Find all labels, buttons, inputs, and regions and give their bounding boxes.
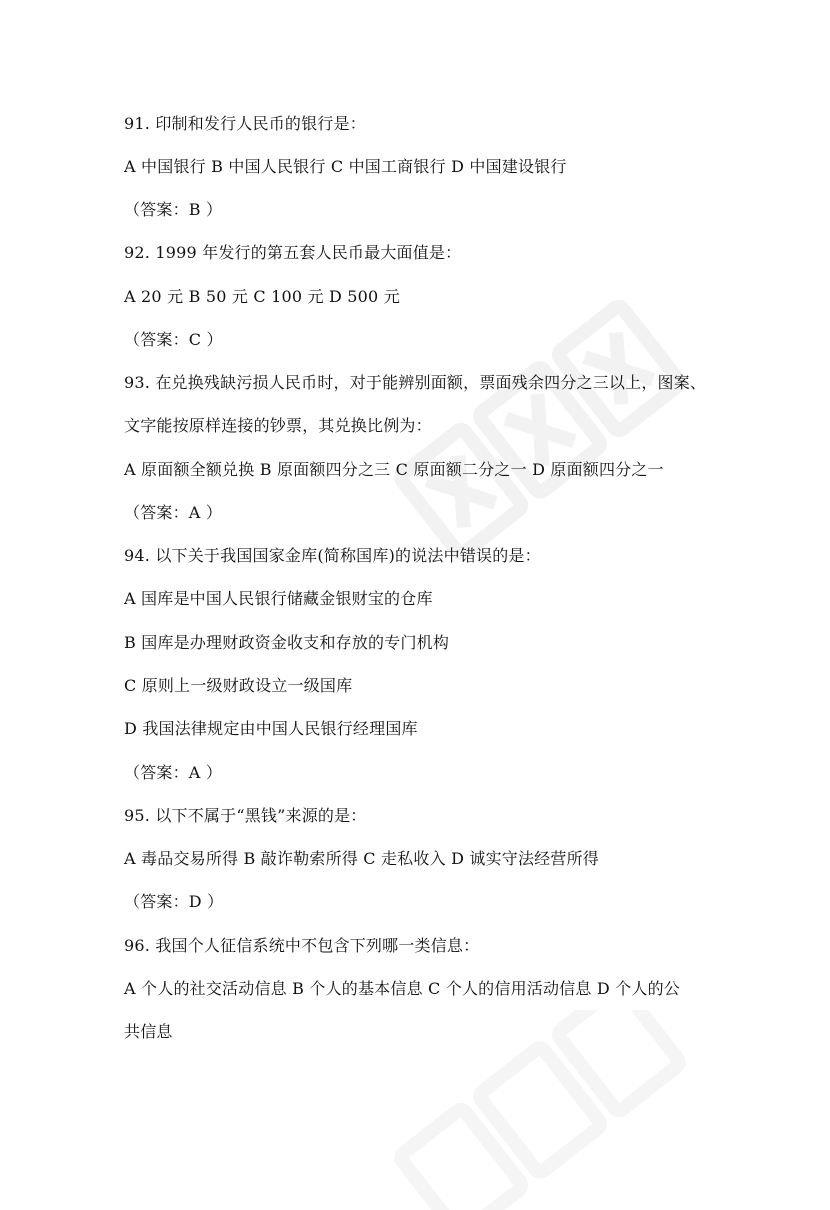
question-94: 94. 以下关于我国国家金库(简称国库)的说法中错误的是： xyxy=(124,546,541,565)
answer-93: （答案：A ） xyxy=(124,503,223,522)
options-92: A 20 元 B 50 元 C 100 元 D 500 元 xyxy=(124,287,400,306)
options-96-line-2: 共信息 xyxy=(124,1022,173,1041)
options-96-line-1: A 个人的社交活动信息 B 个人的基本信息 C 个人的信用活动信息 D 个人的公 xyxy=(124,979,680,998)
question-93-line-2: 文字能按原样连接的钞票，其兑换比例为： xyxy=(124,416,432,435)
option-94-c: C 原则上一级财政设立一级国库 xyxy=(124,676,353,695)
option-94-d: D 我国法律规定由中国人民银行经理国库 xyxy=(124,719,418,738)
question-92: 92. 1999 年发行的第五套人民币最大面值是： xyxy=(124,243,462,262)
answer-91: （答案：B ） xyxy=(124,200,223,219)
options-93: A 原面额全额兑换 B 原面额四分之三 C 原面额二分之一 D 原面额四分之一 xyxy=(124,460,664,479)
options-91: A 中国银行 B 中国人民银行 C 中国工商银行 D 中国建设银行 xyxy=(124,157,567,176)
question-95: 95. 以下不属于“黑钱”来源的是： xyxy=(124,806,367,825)
question-96: 96. 我国个人征信系统中不包含下列哪一类信息： xyxy=(124,936,480,955)
answer-92: （答案：C ） xyxy=(124,330,223,349)
answer-95: （答案：D ） xyxy=(124,892,224,911)
answer-94: （答案：A ） xyxy=(124,763,223,782)
options-95: A 毒品交易所得 B 敲诈勒索所得 C 走私收入 D 诚实守法经营所得 xyxy=(124,849,599,868)
question-91: 91. 印制和发行人民币的银行是： xyxy=(124,114,366,133)
option-94-a: A 国库是中国人民银行储藏金银财宝的仓库 xyxy=(124,589,433,608)
question-93-line-1: 93. 在兑换残缺污损人民币时，对于能辨别面额，票面残余四分之三以上，图案、 xyxy=(124,373,707,392)
option-94-b: B 国库是办理财政资金收支和存放的专门机构 xyxy=(124,633,450,652)
